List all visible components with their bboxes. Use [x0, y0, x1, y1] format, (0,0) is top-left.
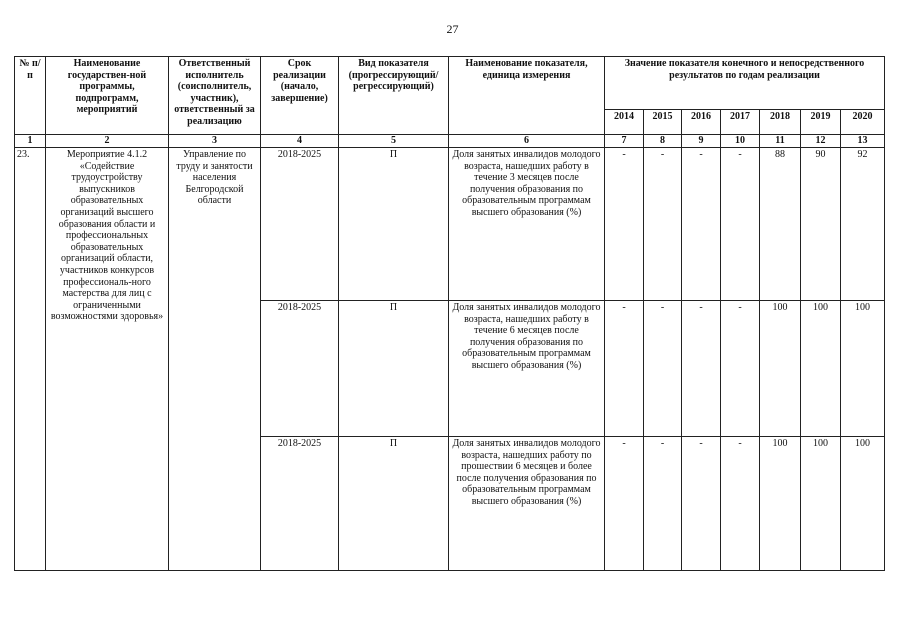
value-cell: 88	[760, 148, 801, 301]
year-cell: 2020	[841, 110, 885, 135]
indicators-table	[14, 56, 885, 571]
value-cell: 100	[760, 437, 801, 571]
header-executor: Ответственный исполнитель (соисполнитель, участник), ответственный за реализацию	[169, 57, 261, 135]
value-cell: -	[644, 437, 682, 571]
value-cell: 100	[841, 301, 885, 437]
page-number: 27	[446, 22, 459, 36]
year-cell: 2017	[721, 110, 760, 135]
column-number: 12	[801, 135, 841, 148]
value-cell: -	[644, 301, 682, 437]
indicator-name: Доля занятых инвалидов молодого возраста, нашедших работу в течение 3 месяцев после получения образования по образовательным программам высшего образования (%)	[449, 148, 605, 301]
column-number: 9	[682, 135, 721, 148]
row-number: 23.	[15, 148, 46, 571]
executor: Управление по труду и занятости населения Белгородской области	[169, 148, 261, 571]
value-cell: 90	[801, 148, 841, 301]
header-period: Срок реализации (начало, завершение)	[261, 57, 339, 135]
value-cell: -	[644, 148, 682, 301]
value-cell: -	[721, 148, 760, 301]
value-cell: -	[605, 148, 644, 301]
header-values: Значение показателя конечного и непосредственного результатов по годам реализации	[605, 57, 885, 110]
column-number: 6	[449, 135, 605, 148]
period: 2018-2025	[261, 301, 339, 437]
year-cell: 2018	[760, 110, 801, 135]
indicator-type: П	[339, 437, 449, 571]
value-cell: -	[721, 301, 760, 437]
column-number: 5	[339, 135, 449, 148]
column-number: 3	[169, 135, 261, 148]
year-cell: 2014	[605, 110, 644, 135]
value-cell: 100	[760, 301, 801, 437]
header-indicator: Наименование показателя, единица измерения	[449, 57, 605, 135]
value-cell: -	[605, 301, 644, 437]
value-cell: 100	[801, 437, 841, 571]
year-cell: 2019	[801, 110, 841, 135]
year-cell: 2016	[682, 110, 721, 135]
header-name: Наименование государствен-ной программы, подпрограмм, мероприятий	[46, 57, 169, 135]
header-type: Вид показателя (прогрессирующий/ регрессирующий)	[339, 57, 449, 135]
value-cell: -	[605, 437, 644, 571]
column-number: 13	[841, 135, 885, 148]
header-row	[15, 57, 885, 110]
column-number: 11	[760, 135, 801, 148]
value-cell: -	[682, 301, 721, 437]
period: 2018-2025	[261, 148, 339, 301]
column-number: 8	[644, 135, 682, 148]
column-number: 2	[46, 135, 169, 148]
value-cell: -	[721, 437, 760, 571]
column-number: 4	[261, 135, 339, 148]
column-numbers-row	[15, 135, 885, 148]
value-cell: 92	[841, 148, 885, 301]
indicator-type: П	[339, 301, 449, 437]
indicator-type: П	[339, 148, 449, 301]
table-row	[15, 148, 885, 301]
year-cell: 2015	[644, 110, 682, 135]
column-number: 10	[721, 135, 760, 148]
value-cell: 100	[801, 301, 841, 437]
value-cell: -	[682, 148, 721, 301]
value-cell: 100	[841, 437, 885, 571]
measure-name: Мероприятие 4.1.2 «Содействие трудоустройству выпускников образовательных организаций высшего образования области и профессиональных образовательных организаций области, участников конкурсов профессиональ-ного мастерства для лиц с ограниченными возможностями здоровья»	[46, 148, 169, 571]
column-number: 1	[15, 135, 46, 148]
indicator-name: Доля занятых инвалидов молодого возраста, нашедших работу в течение 6 месяцев после получения образования по образовательным программам высшего образования (%)	[449, 301, 605, 437]
indicator-name: Доля занятых инвалидов молодого возраста, нашедших работу по прошествии 6 месяцев и более после получения образования по образовательным программам высшего образования (%)	[449, 437, 605, 571]
period: 2018-2025	[261, 437, 339, 571]
header-num: № п/п	[15, 57, 46, 135]
value-cell: -	[682, 437, 721, 571]
column-number: 7	[605, 135, 644, 148]
